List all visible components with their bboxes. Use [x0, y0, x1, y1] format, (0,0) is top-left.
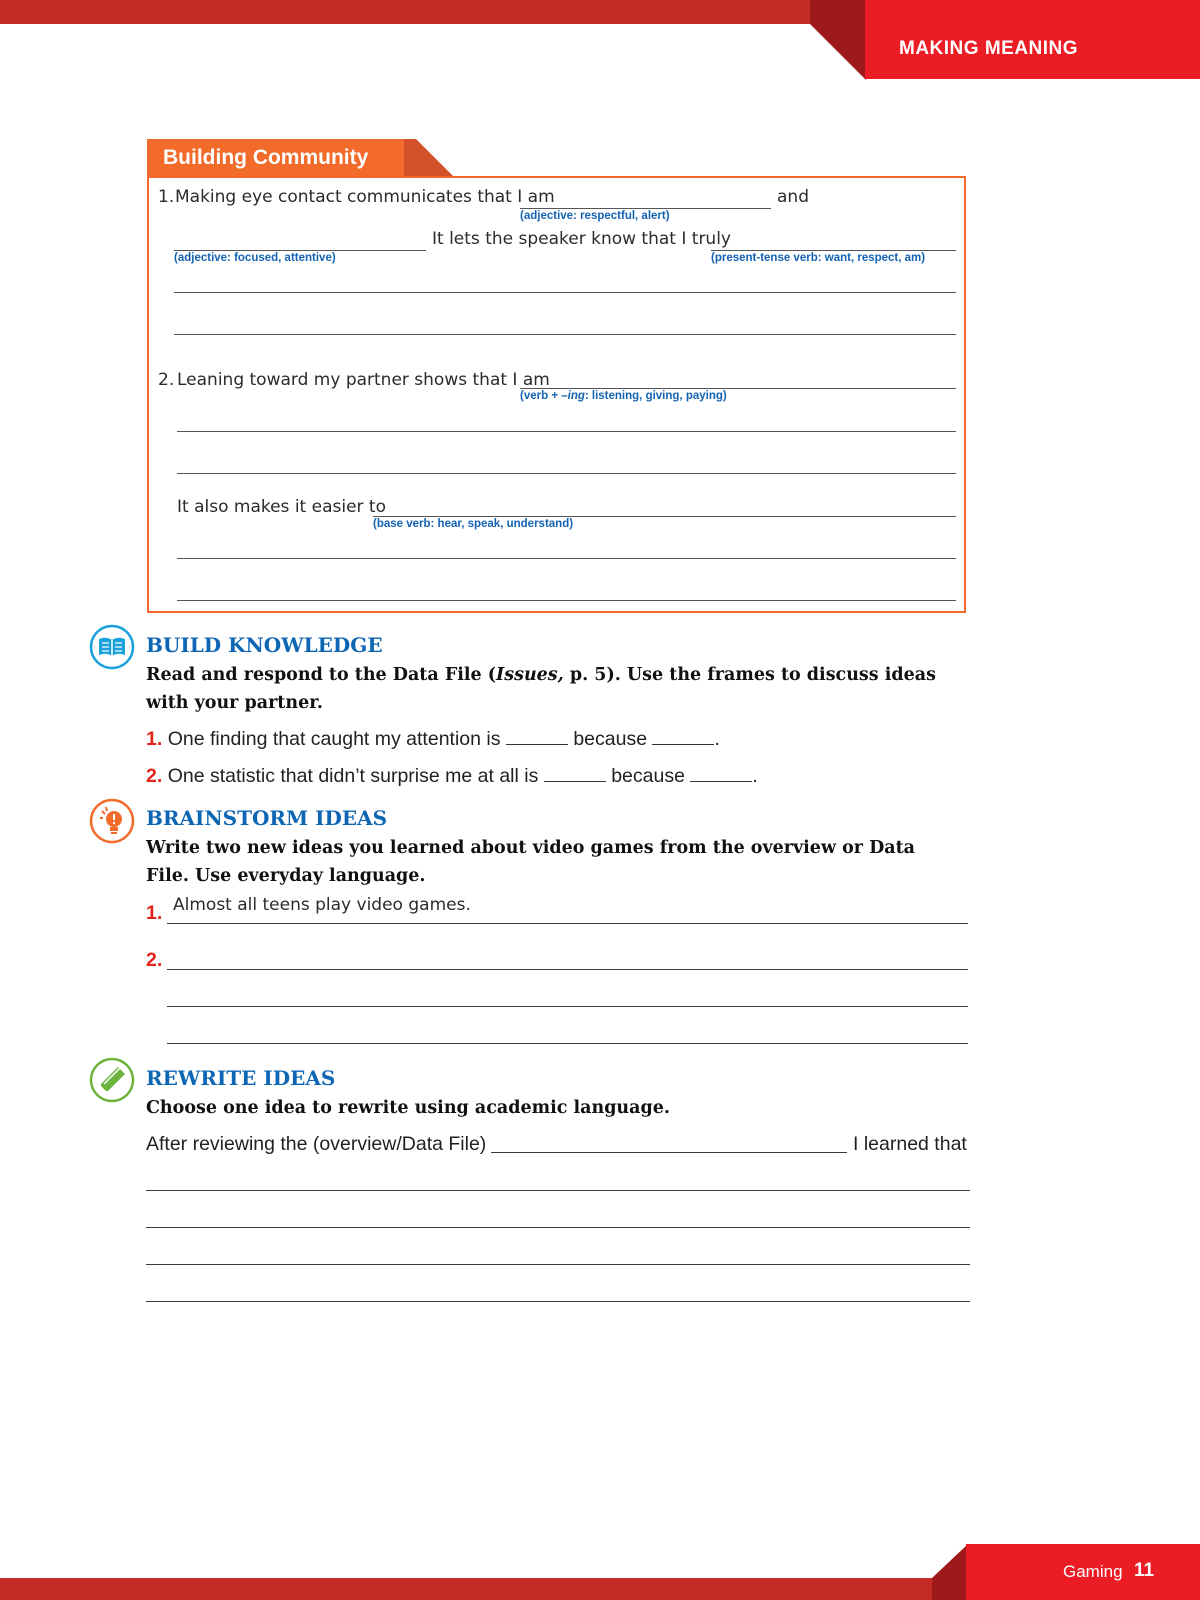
lightbulb-icon: [89, 798, 135, 844]
item2-text-a: Leaning toward my partner shows that I am: [177, 370, 550, 390]
writing-line[interactable]: [167, 969, 968, 970]
item1-number: 1.: [158, 187, 175, 207]
item2-hint-b: (base verb: hear, speak, understand): [373, 518, 574, 530]
item1-text-a: Making eye contact communicates that I am: [175, 187, 555, 207]
writing-line[interactable]: [177, 431, 956, 432]
footer-section-name: Gaming: [1063, 1562, 1123, 1581]
item1-hint-b: (adjective: focused, attentive): [174, 252, 336, 264]
item2-hint-a: (verb + –ing: listening, giving, paying): [520, 390, 727, 402]
rewrite-heading: REWRITE IDEAS: [146, 1066, 336, 1090]
footer-tab: [966, 1544, 1200, 1600]
writing-line[interactable]: [177, 473, 956, 474]
brainstorm-number-2: 2.: [146, 949, 163, 971]
rewrite-blank[interactable]: [491, 1152, 847, 1153]
item1-blank-c[interactable]: [711, 250, 956, 251]
item1-hint-c: (present-tense verb: want, respect, am): [711, 252, 926, 264]
frame-number: 2.: [146, 765, 163, 787]
build-knowledge-instruction: Read and respond to the Data File (Issues, p. 5). Use the frames to discuss ideas with your partner.: [146, 665, 936, 713]
item1-and: and: [777, 187, 809, 207]
writing-line[interactable]: [167, 1006, 968, 1007]
pencil-icon: [89, 1057, 135, 1103]
rewrite-instruction: Choose one idea to rewrite using academic language.: [146, 1098, 670, 1118]
brainstorm-heading: BRAINSTORM IDEAS: [146, 806, 388, 830]
frame-2: 2. One statistic that didn’t surprise me at all is because .: [146, 765, 758, 787]
frame-1: 1. One finding that caught my attention is because .: [146, 728, 720, 750]
writing-line[interactable]: [174, 334, 956, 335]
building-community-tab: [147, 139, 405, 177]
rewrite-frame-a: After reviewing the (overview/Data File): [146, 1133, 487, 1155]
item1-text-b: It lets the speaker know that I truly: [432, 229, 731, 249]
page-number: 11: [1134, 1560, 1155, 1581]
frame-blank[interactable]: [690, 780, 752, 782]
item2-blank-b[interactable]: [373, 516, 956, 517]
writing-line[interactable]: [167, 1043, 968, 1044]
building-community-title: Building Community: [163, 146, 369, 169]
frame-blank[interactable]: [652, 743, 714, 745]
build-knowledge-heading: BUILD KNOWLEDGE: [146, 633, 383, 657]
footer-fold-shape: [932, 1544, 968, 1600]
item2-blank-a[interactable]: [520, 388, 956, 389]
writing-line[interactable]: [146, 1301, 970, 1302]
bottom-banner-bar: [0, 1578, 950, 1600]
top-banner-bar: [0, 0, 810, 24]
item1-blank-b[interactable]: [174, 250, 426, 251]
building-community-tab-fold: [404, 139, 454, 177]
brainstorm-answer-1[interactable]: Almost all teens play video games.: [173, 895, 471, 915]
section-tab: [865, 0, 1200, 79]
item2-text-b: It also makes it easier to: [177, 497, 386, 517]
section-tab-label: MAKING MEANING: [899, 38, 1079, 59]
item1-hint-a: (adjective: respectful, alert): [520, 210, 670, 222]
rewrite-frame-b: I learned that: [853, 1133, 967, 1155]
frame-number: 1.: [146, 728, 163, 750]
open-book-icon: [89, 624, 135, 670]
item1-blank-a[interactable]: [520, 208, 771, 209]
writing-line[interactable]: [174, 292, 956, 293]
frame-blank[interactable]: [506, 743, 568, 745]
frame-blank[interactable]: [544, 780, 606, 782]
item2-number: 2.: [158, 370, 175, 390]
writing-line[interactable]: [146, 1227, 970, 1228]
writing-line[interactable]: [146, 1190, 970, 1191]
writing-line[interactable]: [167, 923, 968, 924]
header-fold-shape: [810, 0, 866, 80]
writing-line[interactable]: [177, 600, 956, 601]
brainstorm-number-1: 1.: [146, 902, 163, 924]
writing-line[interactable]: [146, 1264, 970, 1265]
writing-line[interactable]: [177, 558, 956, 559]
brainstorm-instruction: Write two new ideas you learned about video games from the overview or Data File. Use everyday language.: [146, 838, 916, 886]
